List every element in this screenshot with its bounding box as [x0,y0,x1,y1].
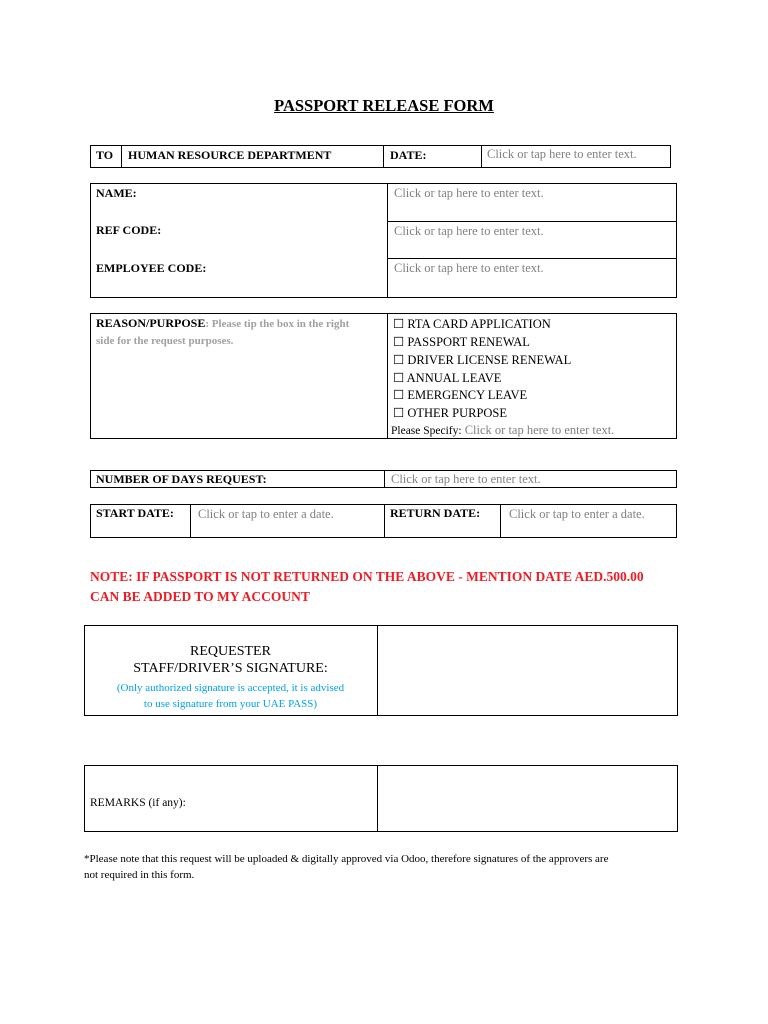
penalty-note [90,567,690,606]
signature-label-block [84,643,377,712]
checkbox-icon[interactable]: ☐ [393,335,405,349]
penalty-note-line1: NOTE: IF PASSPORT IS NOT RETURNED ON THE ABOVE - MENTION DATE AED.500.00 [90,569,644,584]
date-field[interactable]: Click or tap here to enter text. [487,147,637,161]
remarks-field[interactable] [379,767,676,830]
return-date-label: RETURN DATE: [390,506,481,520]
footnote-line1: *Please note that this request will be uploaded & digitally approved via Odoo, therefore signatures of the approvers are [84,853,609,865]
ref-code-label: REF CODE: [96,223,162,237]
option-rta-card[interactable]: ☐ RTA CARD APPLICATION [393,317,551,331]
checkbox-icon[interactable]: ☐ [393,406,405,420]
checkbox-icon[interactable]: ☐ [393,388,405,402]
reason-label-block [96,315,384,349]
form-title: PASSPORT RELEASE FORM [274,96,494,115]
specify-row [391,423,614,438]
employee-code-label: EMPLOYEE CODE: [96,261,207,275]
name-field[interactable]: Click or tap here to enter text. [394,186,544,200]
requester-heading: REQUESTER [190,644,271,659]
department-name: HUMAN RESOURCE DEPARTMENT [128,148,332,162]
name-label: NAME: [96,186,137,200]
start-date-label: START DATE: [96,506,174,520]
footnote [84,851,704,883]
ref-code-field[interactable]: Click or tap here to enter text. [394,224,544,238]
option-driver-license-renewal[interactable]: ☐ DRIVER LICENSE RENEWAL [393,353,572,367]
option-passport-renewal[interactable]: ☐ PASSPORT RENEWAL [393,335,530,349]
signature-heading: STAFF/DRIVER’S SIGNATURE: [133,661,328,676]
reason-label: REASON/PURPOSE [96,316,206,330]
checkbox-icon[interactable]: ☐ [393,317,405,331]
checkbox-icon[interactable]: ☐ [393,353,405,367]
return-date-field[interactable]: Click or tap to enter a date. [509,507,645,521]
penalty-note-line2: CAN BE ADDED TO MY ACCOUNT [90,588,310,604]
details-table [90,183,677,298]
option-annual-leave[interactable]: ☐ ANNUAL LEAVE [393,371,502,385]
date-label: DATE: [390,148,427,162]
to-label: TO [96,148,114,162]
signature-field[interactable] [379,627,676,714]
days-label: NUMBER OF DAYS REQUEST: [96,472,267,486]
specify-field[interactable]: Click or tap here to enter text. [464,423,615,437]
signature-hint: (Only authorized signature is accepted, it is advised to use signature from your UAE PASS) [116,682,345,710]
days-field[interactable]: Click or tap here to enter text. [391,472,541,486]
start-date-field[interactable]: Click or tap to enter a date. [198,507,334,521]
reason-hint-line2: side for the request purposes. [96,335,234,347]
reason-hint: : Please tip the box in the right [205,318,350,330]
footnote-line2: not required in this form. [84,869,195,881]
specify-label: Please Specify: [391,425,462,437]
employee-code-field[interactable]: Click or tap here to enter text. [394,261,544,275]
remarks-label: REMARKS (if any): [90,797,186,809]
checkbox-icon[interactable]: ☐ [393,371,405,385]
option-emergency-leave[interactable]: ☐ EMERGENCY LEAVE [393,388,528,402]
option-other-purpose[interactable]: ☐ OTHER PURPOSE [393,406,508,420]
